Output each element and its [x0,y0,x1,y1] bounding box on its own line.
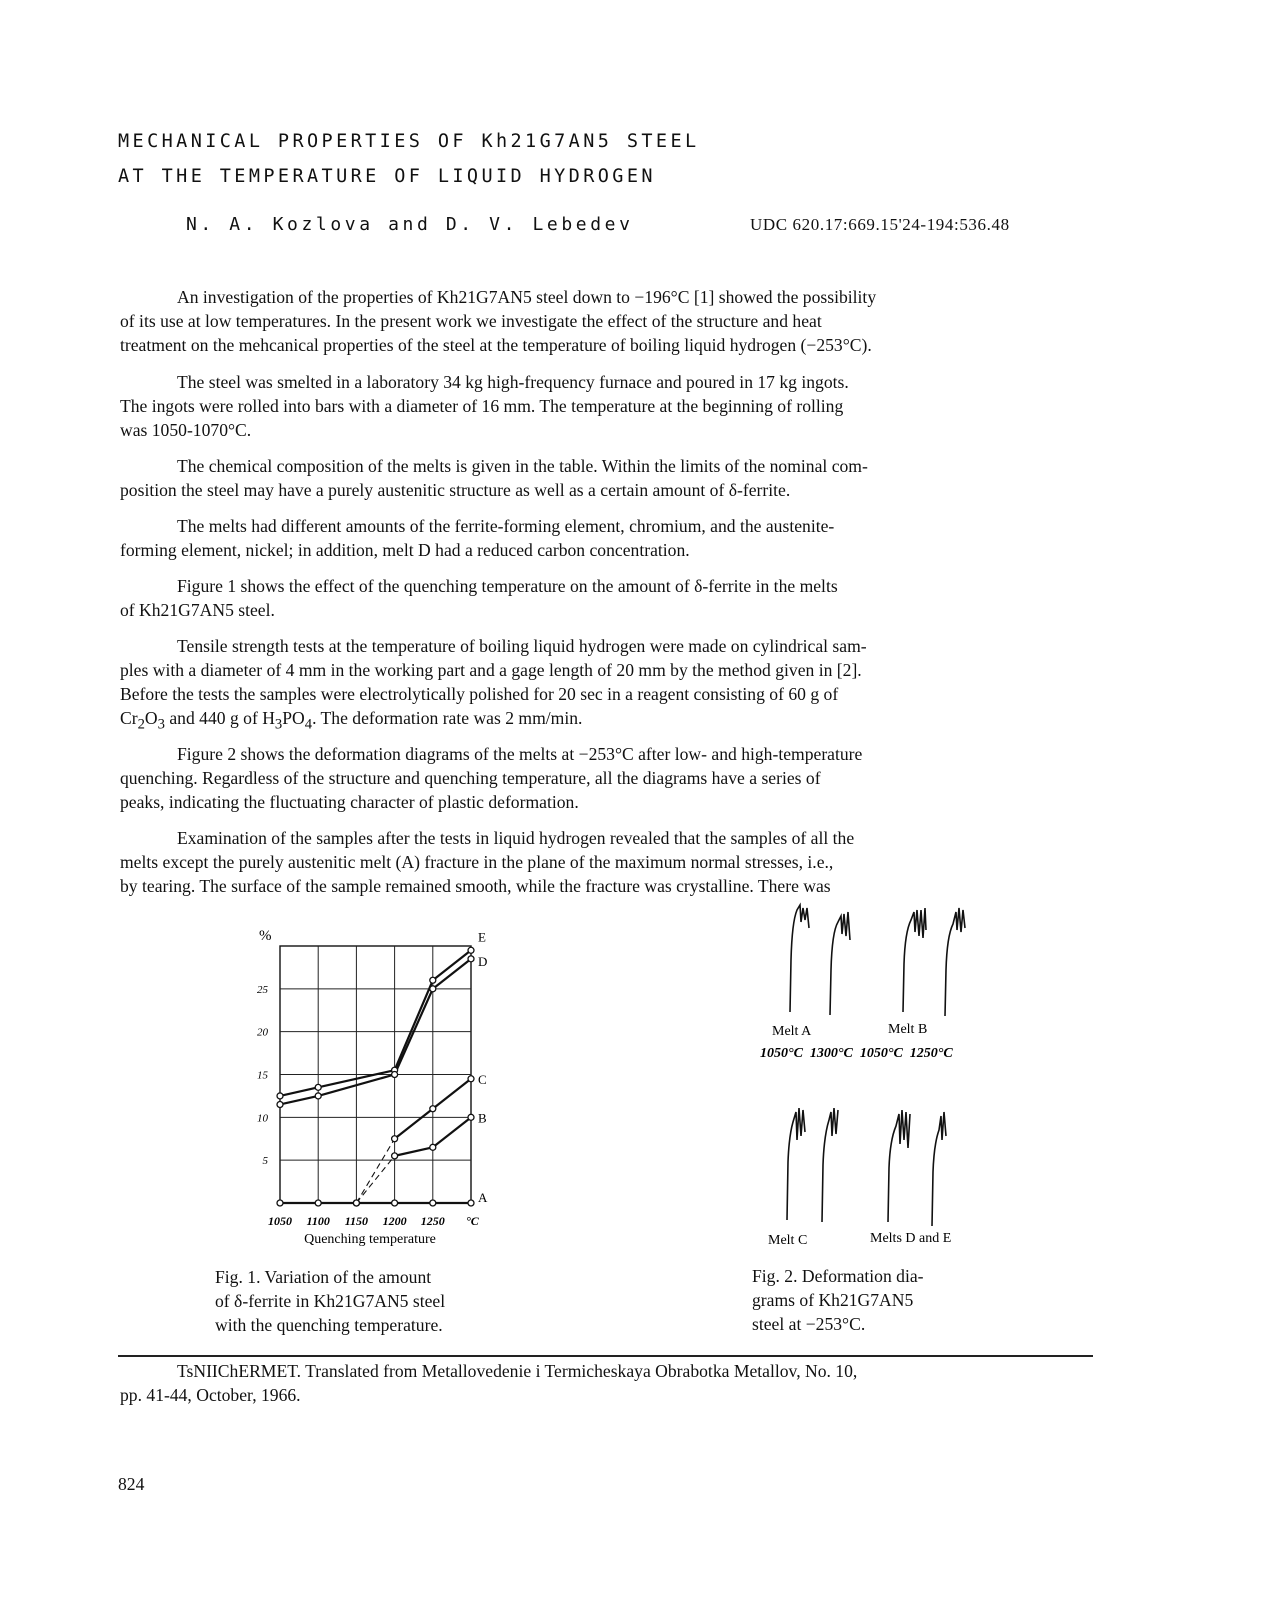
source-note [120,1359,1120,1407]
caption-line: grams of Kh21G7AN5 [752,1290,914,1310]
y-tick-label: 25 [257,983,268,996]
text-line: The chemical composition of the melts is given in the table. Within the limits of the nominal com- [177,456,868,476]
deformation-trace-melt-c-1 [787,1108,805,1220]
text-line: position the steel may have a purely austenitic structure as well as a certain amount of δ-ferrite. [120,480,791,500]
text-line: of Kh21G7AN5 steel. [120,600,275,620]
x-tick-label: 1050 [268,1214,292,1228]
y-tick-label: 15 [257,1069,268,1082]
chart-x-unit-label: °C [466,1214,479,1228]
text-line: The melts had different amounts of the ferrite-forming element, chromium, and the austenite- [177,516,835,536]
series-A-point [315,1200,321,1206]
text-line: Tensile strength tests at the temperature of boiling liquid hydrogen were made on cylindrical sam- [177,636,867,656]
text-line: peaks, indicating the fluctuating character of plastic deformation. [120,792,579,812]
y-tick-label: 20 [257,1026,268,1039]
series-E-label: E [478,929,486,945]
series-A-point [392,1200,398,1206]
melts-d-e-label: Melts D and E [870,1231,952,1246]
series-E-point [315,1084,321,1090]
source-line: pp. 41-44, October, 1966. [120,1385,301,1405]
series-B-segment [395,1147,433,1156]
paragraph-1 [120,285,1120,357]
caption-line: steel at −253°C. [752,1314,866,1334]
paragraph-3 [120,454,1120,502]
caption-line: of δ-ferrite in Kh21G7AN5 steel [215,1291,446,1311]
x-tick-label: 1100 [306,1214,330,1228]
melt-c-label: Melt C [768,1233,808,1248]
series-E-point [430,977,436,983]
title-line-2: AT THE TEMPERATURE OF LIQUID HYDROGEN [118,166,656,187]
text-line: of its use at low temperatures. In the present work we investigate the effect of the structure and heat [120,311,822,331]
text-line: forming element, nickel; in addition, melt D had a reduced carbon concentration. [120,540,690,560]
series-B-segment [433,1117,471,1147]
chart-points-group [277,947,474,1206]
chart-series-group [280,950,471,1203]
series-B-point [430,1144,436,1150]
series-D-label: D [478,953,488,969]
text-line: An investigation of the properties of Kh21G7AN5 steel down to −196°C [1] showed the possibility [177,287,877,307]
y-tick-label: 10 [257,1112,268,1125]
text-line: Figure 1 shows the effect of the quenching temperature on the amount of δ-ferrite in the melts [177,576,838,596]
x-tick-label: 1150 [344,1214,369,1228]
deformation-trace-melt-a-1050 [790,905,809,1012]
series-A-point [353,1200,359,1206]
melt-a-label: Melt A [772,1024,812,1039]
series-C-point [468,1076,474,1082]
paragraph-7 [120,742,1120,814]
melt-b-label: Melt B [888,1022,928,1037]
figure-1-caption [215,1265,445,1337]
deformation-trace-melt-c-2 [822,1108,838,1222]
authors: N. A. Kozlova and D. V. Lebedev [186,214,634,235]
chart-series-labels [478,929,488,1205]
caption-line: Fig. 1. Variation of the amount [215,1267,432,1287]
series-C-segment [433,1079,471,1109]
series-A-label: A [478,1190,488,1205]
series-D-segment [280,1096,318,1105]
series-C-label: C [478,1071,487,1087]
text-line: Before the tests the samples were electrolytically polished for 20 sec in a reagent consisting of 60 g of [120,684,839,704]
series-D-point [468,956,474,962]
chart-unit-label: % [259,928,272,944]
series-B-label: B [478,1110,487,1126]
deformation-trace-melts-de-2 [932,1112,946,1226]
source-line: TsNIIChERMET. Translated from Metallovedenie i Termicheskaya Obrabotka Metallov, No. 10, [177,1361,858,1381]
paragraph-4 [120,514,1120,562]
text-line: Examination of the samples after the tests in liquid hydrogen revealed that the samples of all the [177,828,855,848]
deformation-trace-melt-b-1250 [945,908,965,1016]
series-A-point [468,1200,474,1206]
series-B-segment [356,1156,394,1203]
x-tick-label: 1200 [382,1214,407,1228]
caption-line: Fig. 2. Deformation dia- [752,1266,924,1286]
text-line: melts except the purely austenitic melt (A) fracture in the plane of the maximum normal stresses, i.e., [120,852,834,872]
footer-divider [118,1355,1093,1357]
figure-2-diagrams [760,900,1000,1260]
series-D-point [392,1072,398,1078]
series-A-point [277,1200,283,1206]
series-B-point [392,1153,398,1159]
deformation-trace-melt-a-1300 [830,912,850,1015]
series-E-point [277,1093,283,1099]
figure-1-chart [215,920,515,1255]
caption-line: with the quenching temperature. [215,1315,443,1335]
paragraph-6 [120,634,1120,737]
series-D-point [277,1101,283,1107]
text-line: The steel was smelted in a laboratory 34 kg high-frequency furnace and poured in 17 kg ingots. [177,372,849,392]
series-C-point [430,1106,436,1112]
chart-x-axis-label: Quenching temperature [304,1232,436,1247]
udc-code: UDC 620.17:669.15'24-194:536.48 [750,215,1010,234]
text-line: treatment on the mehcanical properties of the steel at the temperature of boiling liquid hydrogen (−253°C). [120,335,872,355]
paragraph-5 [120,574,1120,622]
series-C-segment [395,1109,433,1139]
text-line: by tearing. The surface of the sample remained smooth, while the fracture was crystalline. There was [120,876,831,896]
page-number: 824 [118,1474,145,1494]
text-line: The ingots were rolled into bars with a diameter of 16 mm. The temperature at the beginning of rolling [120,396,844,416]
series-D-segment [433,959,471,989]
series-E-segment [280,1087,318,1096]
series-E-segment [433,950,471,980]
text-line: ples with a diameter of 4 mm in the working part and a gage length of 20 mm by the method given in [2]. [120,660,862,680]
y-tick-label: 5 [262,1155,268,1168]
paragraph-2 [120,370,1120,442]
series-C-segment [356,1139,394,1203]
deformation-trace-melts-de-1 [888,1110,910,1222]
title-line-1: MECHANICAL PROPERTIES OF Kh21G7AN5 STEEL [118,131,700,152]
figure-2-caption [752,1264,924,1336]
text-line: was 1050-1070°C. [120,420,252,440]
series-A-point [430,1200,436,1206]
series-E-point [468,947,474,953]
series-E-segment [395,980,433,1070]
text-line: quenching. Regardless of the structure and quenching temperature, all the diagrams have a series of [120,768,821,788]
text-line-formula: $Cr_2O_3$ and 440 g of $H_3PO_4$. The deformation rate was 2 mm/min. [120,708,583,733]
x-tick-label: 1250 [420,1214,445,1228]
series-B-point [468,1114,474,1120]
paragraph-8 [120,826,1120,898]
series-D-point [315,1093,321,1099]
series-C-point [392,1136,398,1142]
quench-temperatures-label: 1050°C 1300°C 1050°C 1250°C [760,1046,953,1061]
series-D-point [430,986,436,992]
text-line: Figure 2 shows the deformation diagrams of the melts at −253°C after low- and high-temperature [177,744,863,764]
deformation-trace-melt-b-1050 [903,908,926,1012]
